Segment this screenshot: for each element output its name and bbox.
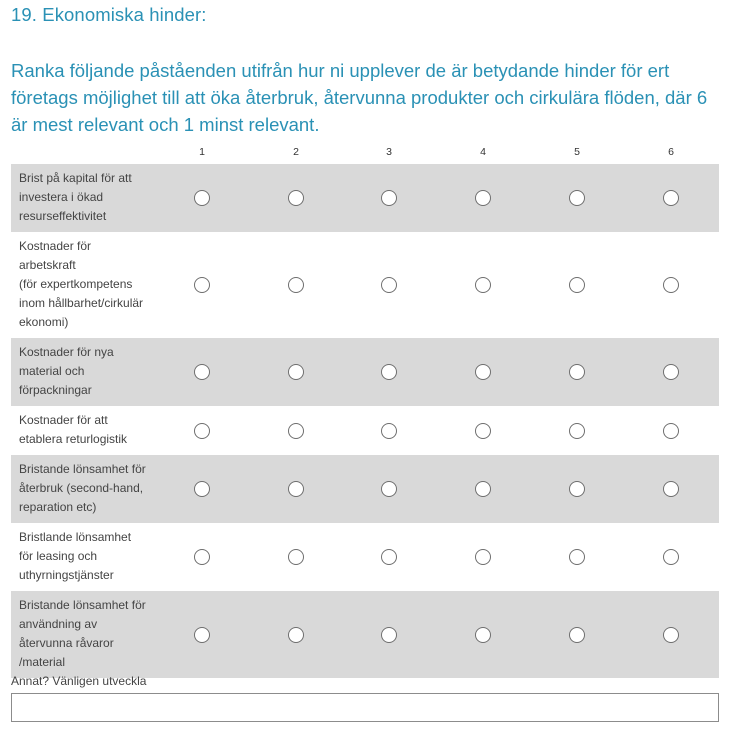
rank-radio-5[interactable] [569,627,585,643]
column-header-3: 3 [386,146,392,158]
question-title: 19. Ekonomiska hinder: [11,4,207,25]
rank-radio-6[interactable] [663,481,679,497]
rank-radio-4[interactable] [475,277,491,293]
rank-radio-4[interactable] [475,549,491,565]
matrix-row [11,232,719,338]
rank-radio-5[interactable] [569,190,585,206]
rank-radio-2[interactable] [288,627,304,643]
rank-radio-2[interactable] [288,364,304,380]
rank-radio-5[interactable] [569,277,585,293]
rank-radio-4[interactable] [475,627,491,643]
question-description: Ranka följande påståenden utifrån hur ni upplever de är betydande hinder för ert företags möjlighet till att öka återbruk, återvunna produkter och cirkulära flöden, där 6 är mest relevant och 1 minst relevant. [11,60,708,135]
rank-radio-4[interactable] [475,190,491,206]
rank-radio-4[interactable] [475,364,491,380]
row-label: Bristlande lönsamhet för leasing och uthyrningstjänster [19,530,132,582]
rank-radio-6[interactable] [663,423,679,439]
row-label: Kostnader för nya material och förpackningar [19,345,114,397]
other-field-label: Annat? Vänligen utveckla [11,674,147,688]
rank-radio-2[interactable] [288,277,304,293]
rank-radio-6[interactable] [663,627,679,643]
rank-radio-1[interactable] [194,190,210,206]
matrix-row [11,338,719,406]
rank-radio-5[interactable] [569,423,585,439]
rank-radio-3[interactable] [381,190,397,206]
rank-radio-1[interactable] [194,277,210,293]
rank-radio-3[interactable] [381,481,397,497]
rank-radio-5[interactable] [569,549,585,565]
rank-radio-1[interactable] [194,481,210,497]
matrix-column-header [11,146,719,164]
other-text-input[interactable] [11,693,719,722]
rank-radio-5[interactable] [569,481,585,497]
rank-radio-6[interactable] [663,277,679,293]
rank-radio-4[interactable] [475,423,491,439]
row-label: Brist på kapital för att investera i ökad resurseffektivitet [19,171,132,223]
rank-radio-3[interactable] [381,423,397,439]
rank-radio-4[interactable] [475,481,491,497]
rank-radio-1[interactable] [194,627,210,643]
column-header-5: 5 [574,146,580,158]
row-label: Kostnader för att etablera returlogistik [19,413,128,446]
column-header-1: 1 [199,146,205,158]
column-header-4: 4 [480,146,486,158]
row-label: Bristande lönsamhet för återbruk (second-hand, reparation etc) [19,462,146,514]
rank-radio-2[interactable] [288,481,304,497]
matrix-row [11,406,719,455]
row-label: Bristande lönsamhet för användning av återvunna råvaror /material [19,598,146,669]
rank-radio-1[interactable] [194,423,210,439]
rank-radio-2[interactable] [288,423,304,439]
column-header-6: 6 [668,146,674,158]
rank-radio-2[interactable] [288,549,304,565]
rank-radio-3[interactable] [381,627,397,643]
rank-radio-6[interactable] [663,190,679,206]
rank-radio-5[interactable] [569,364,585,380]
rank-radio-3[interactable] [381,549,397,565]
matrix-row [11,164,719,232]
matrix-row [11,591,719,678]
column-header-2: 2 [293,146,299,158]
row-label: Kostnader för arbetskraft (för expertkompetens inom hållbarhet/cirkulär ekonomi) [19,239,144,329]
rank-radio-2[interactable] [288,190,304,206]
rank-radio-6[interactable] [663,364,679,380]
matrix-row [11,455,719,523]
matrix-row [11,523,719,591]
ranking-matrix [11,164,719,678]
rank-radio-6[interactable] [663,549,679,565]
rank-radio-3[interactable] [381,364,397,380]
rank-radio-3[interactable] [381,277,397,293]
rank-radio-1[interactable] [194,364,210,380]
rank-radio-1[interactable] [194,549,210,565]
